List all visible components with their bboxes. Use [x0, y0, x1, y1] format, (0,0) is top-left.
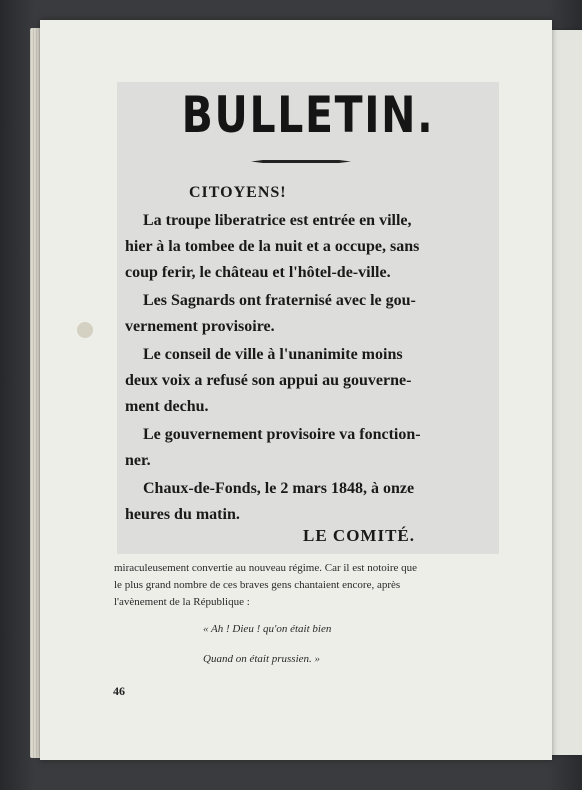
- poster-line: ner.: [125, 452, 151, 469]
- poster-line: heures du matin.: [125, 506, 240, 523]
- facing-page-edge: [550, 30, 582, 755]
- poster-line: Chaux-de-Fonds, le 2 mars 1848, à onze: [143, 480, 415, 497]
- poster-line: ment dechu.: [125, 398, 209, 415]
- poster-line: Les Sagnards ont fraternisé avec le gou-: [143, 292, 416, 309]
- poster-salutation: CITOYENS!: [189, 184, 287, 201]
- verse-line: Quand on était prussien. »: [203, 653, 321, 665]
- poster-line: hier à la tombee de la nuit et a occupe, sans: [125, 238, 420, 255]
- poster-title: BULLETIN.: [181, 86, 435, 144]
- page-number: 46: [113, 684, 125, 698]
- ornamental-rule: [251, 160, 351, 163]
- poster-signature: LE COMITÉ.: [303, 526, 416, 545]
- body-text-line: le plus grand nombre de ces braves gens chantaient encore, après: [114, 579, 401, 591]
- poster-line: coup ferir, le château et l'hôtel-de-ville.: [125, 264, 391, 281]
- paper-stain: [77, 322, 93, 338]
- bulletin-poster: [117, 82, 499, 554]
- verse-line: « Ah ! Dieu ! qu'on était bien: [203, 623, 332, 635]
- poster-line: vernement provisoire.: [125, 318, 275, 335]
- body-text-line: miraculeusement convertie au nouveau régime. Car il est notoire que: [114, 562, 417, 574]
- poster-line: deux voix a refusé son appui au gouverne-: [125, 372, 412, 389]
- poster-line: Le gouvernement provisoire va fonction-: [143, 426, 421, 443]
- poster-line: La troupe liberatrice est entrée en ville,: [143, 212, 412, 229]
- book-page: [40, 20, 552, 760]
- poster-line: Le conseil de ville à l'unanimite moins: [143, 346, 403, 363]
- body-text-line: l'avènement de la République :: [114, 596, 250, 608]
